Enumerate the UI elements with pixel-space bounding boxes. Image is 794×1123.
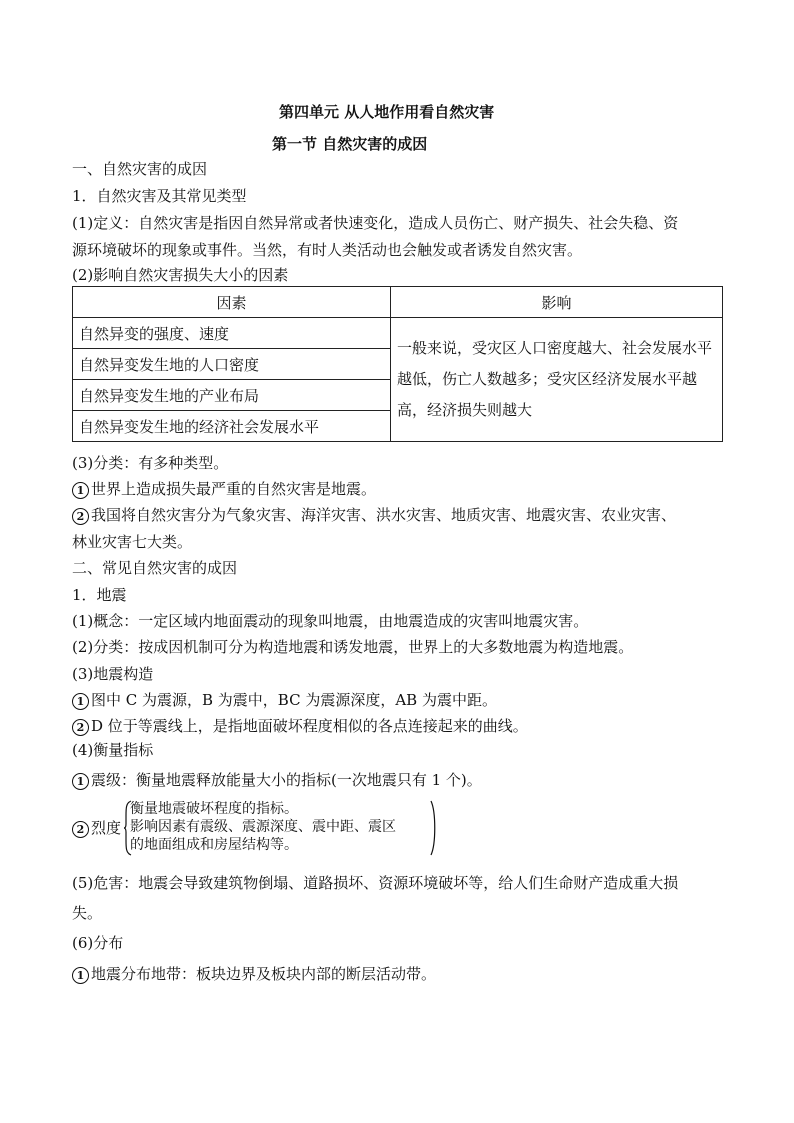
circled-number-1: 1 (72, 482, 89, 499)
subheading-2-1: 1．地震 (72, 586, 127, 604)
right-paren-icon (430, 800, 438, 856)
harm-line-1: (5)危害：地震会导致建筑物倒塌、道路损坏、资源环境破坏等，给人们生命财产造成重大损 (72, 874, 679, 892)
distribution-item-1: 1 地震分布地带：板块边界及板块内部的断层活动带。 (72, 964, 436, 984)
section-title: 第一节 自然灾害的成因 (272, 135, 428, 153)
table-header-row (73, 287, 723, 318)
classification-item-2-cont: 林业灾害七大类。 (72, 533, 193, 551)
table-row (73, 318, 723, 349)
table-header-factor: 因素 (73, 287, 391, 318)
definition-line-1: (1)定义：自然灾害是指因自然异常或者快速变化，造成人员伤亡、财产损失、社会失稳、资 (72, 214, 679, 232)
circled-number-1: 1 (72, 967, 89, 984)
classification-item-2: 2 我国将自然灾害分为气象灾害、海洋灾害、洪水灾害、地质灾害、地震灾害、农业灾害、 (72, 505, 676, 525)
intensity-line-1: 衡量地震破坏程度的指标。 (130, 801, 298, 817)
subheading-1-1: 1．自然灾害及其常见类型 (72, 187, 247, 205)
quake-classification: (2)分类：按成因机制可分为构造地震和诱发地震，世界上的大多数地震为构造地震。 (72, 638, 634, 656)
factor-cell: 自然异变的强度、速度 (73, 318, 391, 349)
circled-number-2: 2 (72, 821, 89, 838)
intensity-line-2: 影响因素有震级、震源深度、震中距、震区 (130, 819, 396, 835)
circled-number-2: 2 (72, 508, 89, 525)
heading-1: 一、自然灾害的成因 (72, 160, 208, 178)
factor-cell: 自然异变发生地的人口密度 (73, 349, 391, 380)
measure-title: (4)衡量指标 (72, 741, 154, 759)
harm-line-2: 失。 (72, 904, 103, 922)
factor-cell: 自然异变发生地的产业布局 (73, 380, 391, 411)
factors-table (72, 286, 723, 442)
intensity-label: 烈度 (91, 819, 122, 837)
unit-title: 第四单元 从人地作用看自然灾害 (279, 103, 495, 121)
structure-item-1: 1 图中 C 为震源，B 为震中，BC 为震源深度，AB 为震中距。 (72, 690, 497, 710)
classification-item-1: 1 世界上造成损失最严重的自然灾害是地震。 (72, 479, 376, 499)
circled-number-1: 1 (72, 693, 89, 710)
distribution-title: (6)分布 (72, 934, 124, 952)
circled-number-2: 2 (72, 719, 89, 736)
measure-item-2 (72, 818, 121, 838)
table-header-influence: 影响 (391, 287, 723, 318)
quake-concept: (1)概念：一定区域内地面震动的现象叫地震，由地震造成的灾害叫地震灾害。 (72, 612, 589, 630)
factor-cell: 自然异变发生地的经济社会发展水平 (73, 411, 391, 442)
intensity-bracket (124, 800, 442, 856)
measure-item-1: 1 震级：衡量地震释放能量大小的指标(一次地震只有 1 个)。 (72, 770, 482, 790)
structure-item-2: 2 D 位于等震线上，是指地面破坏程度相似的各点连接起来的曲线。 (72, 716, 528, 736)
heading-2: 二、常见自然灾害的成因 (72, 559, 238, 577)
intensity-line-3: 的地面组成和房屋结构等。 (130, 837, 298, 853)
circled-number-1: 1 (72, 773, 89, 790)
factors-title: (2)影响自然灾害损失大小的因素 (72, 266, 289, 284)
quake-structure-title: (3)地震构造 (72, 665, 154, 683)
classification-title: (3)分类：有多种类型。 (72, 454, 229, 472)
definition-line-2: 源环境破坏的现象或事件。当然，有时人类活动也会触发或者诱发自然灾害。 (72, 241, 583, 259)
influence-cell: 一般来说，受灾区人口密度越大、社会发展水平越低，伤亡人数越多；受灾区经济发展水平越高，经济损失则越大 (391, 318, 723, 442)
